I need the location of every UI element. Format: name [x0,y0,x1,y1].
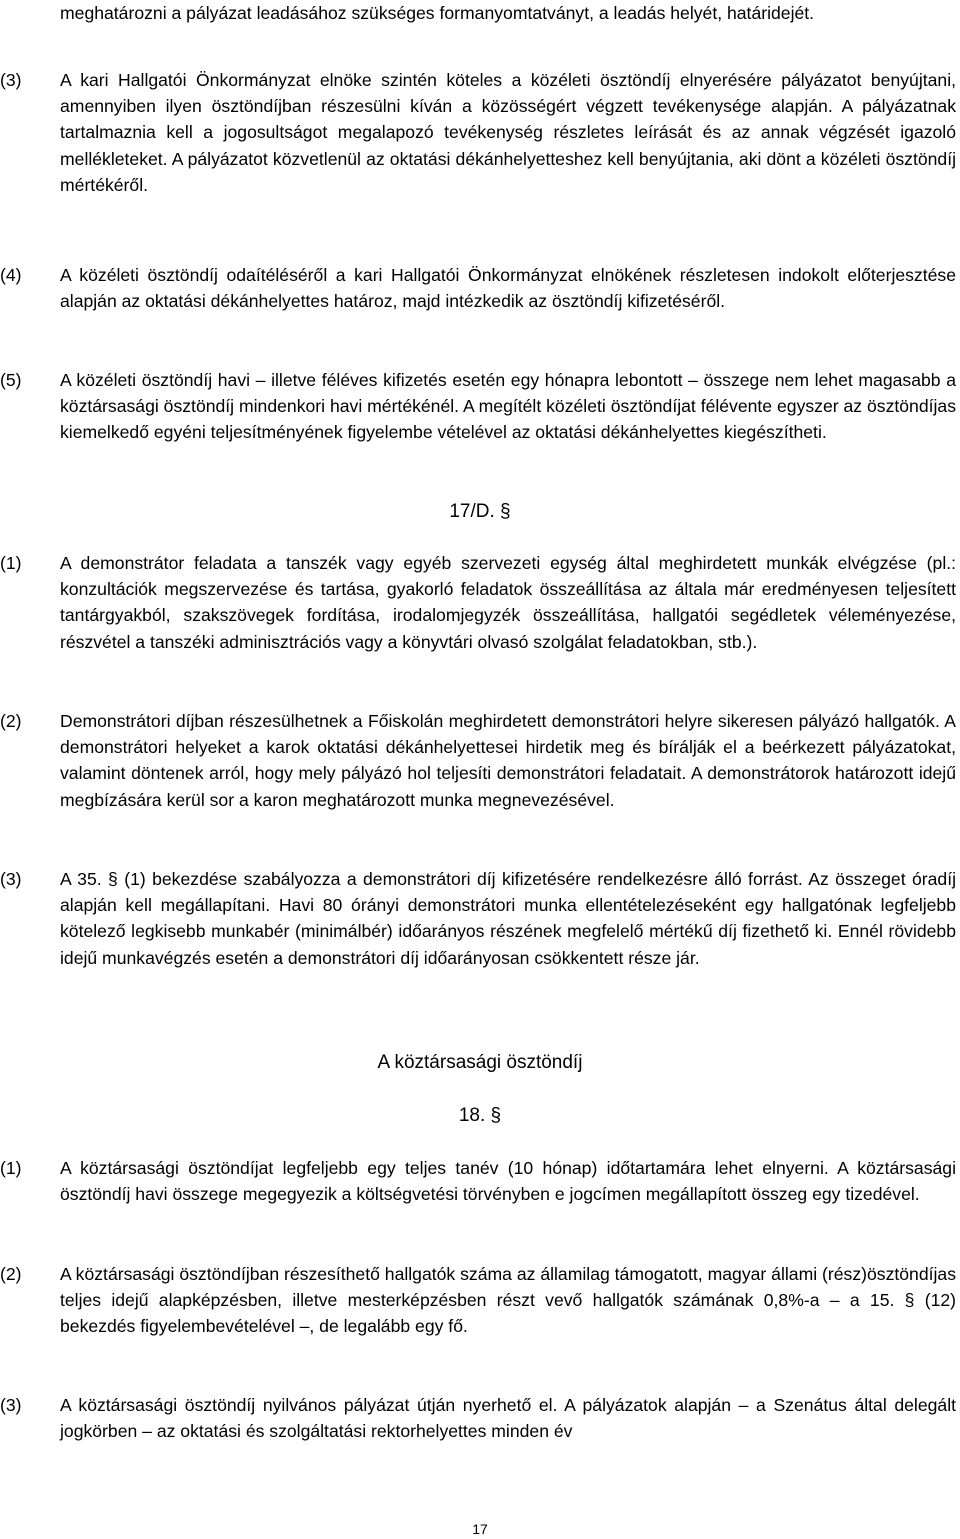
intro-text: meghatározni a pályázat leadásához szükséges formanyomtatványt, a leadás helyét, határidejét. [60,3,815,23]
paragraph-prev-5 [0,367,956,446]
paragraph-17d-2 [0,708,956,813]
paragraph-number: (3) [0,1395,22,1415]
paragraph-text: A köztársasági ösztöndíj nyilvános pályázat útján nyerhető el. A pályázatok alapján – a Szenátus által delegált jogkörben – az oktatási és szolgáltatási rektorhelyettes minden év [60,1395,956,1442]
paragraph-prev-4 [0,262,956,314]
paragraph-number: (2) [0,1264,22,1284]
paragraph-text: A köztársasági ösztöndíjban részesíthető hallgatók száma az államilag támogatott, magyar állami (rész)ösztöndíjas teljes idejű alapképzésben, illetve mesterképzésben részt vevő hallgatók számának 0,8%-a – a 15. § (12) bekezdés figyelembevételével –, de legalább egy fő. [60,1264,956,1337]
paragraph-number: (5) [0,370,22,390]
paragraph-text: A köztársasági ösztöndíjat legfeljebb egy teljes tanév (10 hónap) időtartamára lehet elnyerni. A köztársasági ösztöndíj havi összege megegyezik a költségvetési törvényben e jogcímen megállapított összeg egy tizedével. [60,1158,956,1205]
section-heading-17d: 17/D. § [449,501,511,522]
paragraph-number: (3) [0,869,22,889]
paragraph-17d-3 [0,866,956,971]
paragraph-number: (2) [0,711,22,731]
section-title-koztarsasagi: A köztársasági ösztöndíj [377,1052,583,1073]
section-heading-18: 18. § [458,1105,502,1126]
paragraph-18-2 [0,1261,956,1340]
paragraph-18-1 [0,1155,956,1207]
paragraph-text: A kari Hallgatói Önkormányzat elnöke szintén köteles a közéleti ösztöndíj elnyerésére pályázatot benyújtani, amennyiben ilyen ösztöndíjban részesülni kíván a közösségért végzett tevékenysége alapján. A pályázatnak tartalmaznia kell a jogosultságot megalapozó tevékenység részletes leírását és az annak végzését igazoló mellékleteket. A pályázatot közvetlenül az oktatási dékánhelyetteshez kell benyújtania, aki dönt a közéleti ösztöndíj mértékéről. [60,70,956,195]
paragraph-17d-1 [0,550,956,655]
paragraph-text: A demonstrátor feladata a tanszék vagy egyéb szervezeti egység által meghirdetett munkák elvégzése (pl.: konzultációk megszervezése és tartása, gyakorló feladatok összeállítása az általa már eredményesen teljesített tantárgyakból, szakszövegek fordítása, irodalomjegyzék összeállítása, hallgatói segédletek véleményezése, részvétel a tanszéki adminisztrációs vagy a könyvtári olvasó szolgálat feladatokban, stb.). [60,553,956,652]
paragraph-text: A közéleti ösztöndíj havi – illetve féléves kifizetés esetén egy hónapra lebontott – összege nem lehet magasabb a köztársasági ösztöndíj mindenkori havi mértékénél. A megítélt közéleti ösztöndíjat félévente egyszer az ösztöndíjas kiemelkedő egyéni teljesítményének figyelembe vételével az oktatási dékánhelyettes kiegészítheti. [60,370,956,443]
paragraph-text: A 35. § (1) bekezdése szabályozza a demonstrátori díj kifizetésére rendelkezésre álló forrást. Az összeget óradíj alapján kell megállapítani. Havi 80 órányi demonstrátori munka ellentételezéseként egy hallgatónak legfeljebb kötelező legkisebb munkabér (minimálbér) időarányos részének megfelelő mértékű díj fizethető ki. Ennél rövidebb idejű munkavégzés esetén a demonstrátori díj időarányosan csökkentett része jár. [60,869,956,968]
paragraph-number: (1) [0,553,22,573]
paragraph-number: (1) [0,1158,22,1178]
paragraph-text: A közéleti ösztöndíj odaítéléséről a kari Hallgatói Önkormányzat elnökének részletesen indokolt előterjesztése alapján az oktatási dékánhelyettes határoz, majd intézkedik az ösztöndíj kifizetéséről. [60,265,956,312]
paragraph-18-3 [0,1392,956,1444]
paragraph-number: (3) [0,70,22,90]
paragraph-prev-3 [0,67,956,198]
page-number: 17 [472,1521,488,1537]
paragraph-text: Demonstrátori díjban részesülhetnek a Főiskolán meghirdetett demonstrátori helyre sikeresen pályázó hallgatók. A demonstrátori helyeket a karok oktatási dékánhelyettesei hirdetik meg és bírálják el a beérkezett pályázatokat, valamint döntenek arról, hogy mely pályázó hol teljesíti demonstrátori feladatait. A demonstrátorok határozott idejű megbízására kerül sor a karon meghatározott munka megnevezésével. [60,711,956,810]
paragraph-number: (4) [0,265,22,285]
